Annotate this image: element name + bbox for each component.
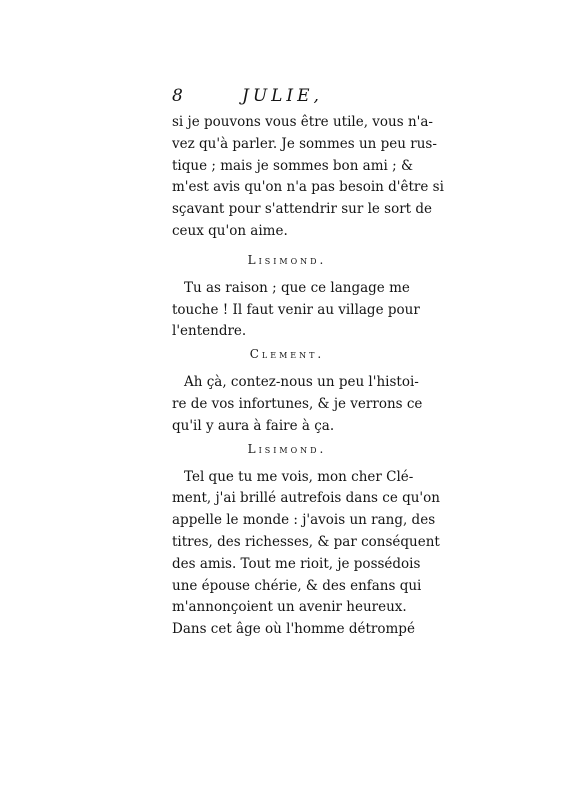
text-line: Ah çà, contez-nous un peu l'histoi- xyxy=(184,374,419,391)
text-line: une épouse chérie, & des enfans qui xyxy=(172,577,422,594)
running-title: JULIE, xyxy=(242,86,323,106)
text-line: qu'il y aura à faire à ça. xyxy=(172,417,335,434)
paragraph-clement-question xyxy=(172,372,423,437)
text-line: re de vos infortunes, & je verrons ce xyxy=(172,395,423,412)
page-header xyxy=(172,86,402,110)
text-line: m'est avis qu'on n'a pas besoin d'être si xyxy=(172,179,444,196)
paragraph-lisimond-story xyxy=(172,467,440,641)
page-body xyxy=(172,112,444,641)
text-line: Tu as raison ; que ce langage me xyxy=(184,279,410,296)
page-number: 8 xyxy=(172,86,183,106)
text-line: touche ! Il faut venir au village pour xyxy=(172,301,420,318)
text-line: ment, j'ai brillé autrefois dans ce qu'on xyxy=(172,490,440,507)
text-line: l'entendre. xyxy=(172,323,247,340)
text-line: m'annonçoient un avenir heureux. xyxy=(172,599,407,616)
text-line: si je pouvons vous être utile, vous n'a- xyxy=(172,114,433,130)
text-line: vez qu'à parler. Je sommes un peu rus- xyxy=(172,135,437,152)
paragraph-clement-reply xyxy=(172,112,444,243)
text-line: des amis. Tout me rioit, je possédois xyxy=(172,555,421,572)
speaker-name: Lisimond. xyxy=(247,441,327,456)
text-line: Tel que tu me vois, mon cher Clé- xyxy=(184,468,414,485)
text-line: titres, des richesses, & par conséquent xyxy=(172,533,440,550)
speaker-name: Lisimond. xyxy=(247,252,327,267)
text-line: ceux qu'on aime. xyxy=(172,222,288,239)
text-line: Dans cet âge où l'homme détrompé xyxy=(172,621,415,638)
text-line: appelle le monde : j'avois un rang, des xyxy=(172,512,436,529)
text-line: sçavant pour s'attendrir sur le sort de xyxy=(172,201,433,218)
text-line: tique ; mais je sommes bon ami ; & xyxy=(172,157,413,174)
paragraph-lisimond-reply xyxy=(172,278,420,343)
speaker-name: Clement. xyxy=(249,347,325,362)
